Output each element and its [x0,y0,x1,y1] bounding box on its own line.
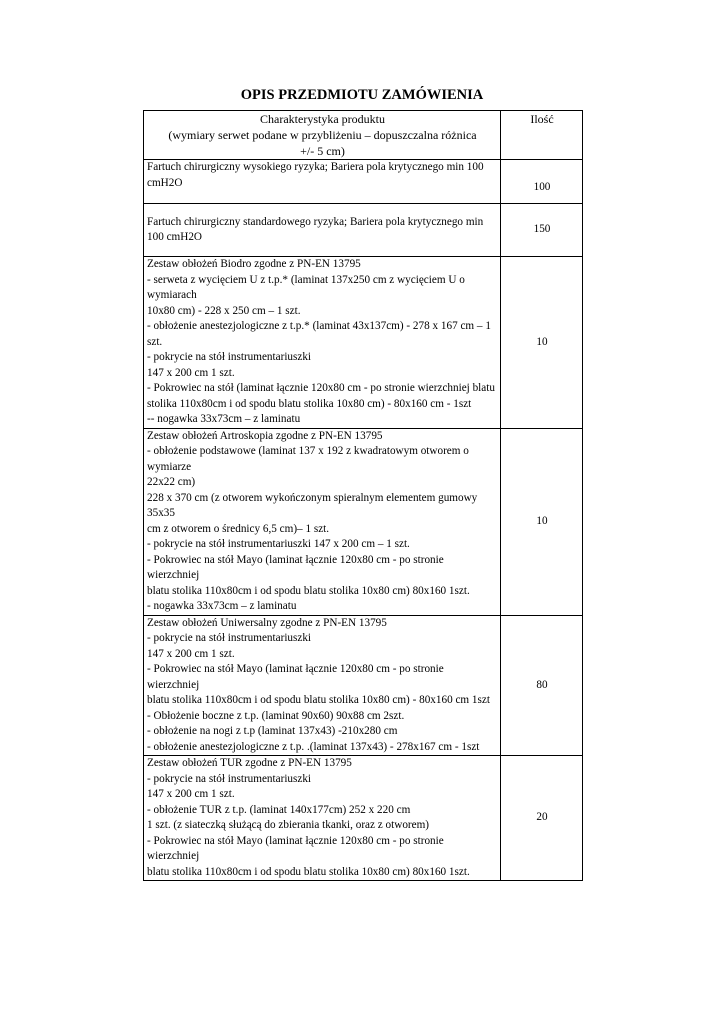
description-line: - pokrycie na stół instrumentariuszki [147,772,312,785]
description-line: - obłożenie anestezjologiczne z t.p.* (laminat 43x137cm) - 278 x 167 cm – 1 szt. [147,320,491,348]
quantity-cell: 10 [501,257,583,429]
description-line: 147 x 200 cm 1 szt. [147,366,235,379]
description-line: blatu stolika 110x80cm i od spodu blatu stolika 10x80 cm) - 80x160 cm 1szt [147,694,490,706]
description-line: 1 szt. (z siateczką służącą do zbierania tkanki, oraz z otworem) [147,819,430,831]
description-line: 147 x 200 cm 1 szt. [147,647,235,660]
table-row [144,257,583,429]
description-line: 228 x 370 cm (z otworem wykończonym spieralnym elementem gumowy 35x35 [147,491,478,519]
header-line: Charakterystyka produktu [260,112,385,126]
description-line: - pokrycie na stół instrumentariuszki [147,632,312,644]
description-line: blatu stolika 110x80cm i od spodu blatu stolika 10x80 cm) 80x160 1szt. [147,584,470,597]
quantity-cell: 150 [501,204,583,257]
description-line: 22x22 cm) [147,476,196,488]
table-row [144,756,583,881]
product-description [144,756,501,881]
characteristic-header [144,111,501,160]
header-line: +/- 5 cm) [300,144,345,158]
description-line: - Pokrowiec na stół Mayo (laminat łącznie 120x80 cm - po stronie wierzchniej [147,553,444,581]
description-line: - Pokrowiec na stół Mayo (laminat łącznie 120x80 cm - po stronie wierzchniej [147,663,444,691]
description-line: - pokrycie na stół instrumentariuszki [147,351,312,363]
description-line: - obłożenie na nogi z t.p (laminat 137x43) -210x280 cm [147,725,398,737]
quantity-header: Ilość [501,111,583,160]
description-line: - Obłożenie boczne z t.p. (laminat 90x60) 90x88 cm 2szt. [147,709,405,722]
description-line: blatu stolika 110x80cm i od spodu blatu stolika 10x80 cm) 80x160 1szt. [147,865,470,878]
product-description [144,257,501,429]
description-line: Fartuch chirurgiczny standardowego ryzyka; Bariera pola krytycznego min 100 cmH2O [147,215,484,243]
product-description [144,160,501,204]
description-line: - Pokrowiec na stół (laminat łącznie 120x80 cm - po stronie wierzchniej blatu [147,382,495,394]
description-line: cm z otworem o średnicy 6,5 cm)– 1 szt. [147,522,330,535]
description-line: Zestaw obłożeń Uniwersalny zgodne z PN-EN 13795 [147,616,387,629]
table-row [144,160,583,204]
table-row [144,615,583,756]
quantity-cell: 10 [501,428,583,615]
description-line: - obłożenie TUR z t.p. (laminat 140x177cm) 252 x 220 cm [147,803,411,816]
description-line: 147 x 200 cm 1 szt. [147,788,235,800]
table-row [144,428,583,615]
quantity-cell: 20 [501,756,583,881]
description-line: Zestaw obłożeń Artroskopia zgodne z PN-EN 13795 [147,429,383,442]
product-description [144,428,501,615]
quantity-cell: 100 [501,160,583,204]
description-line: - pokrycie na stół instrumentariuszki 147 x 200 cm – 1 szt. [147,538,410,550]
description-line: - serweta z wycięciem U z t.p.* (laminat 137x250 cm z wycięciem U o wymiarach [147,273,465,301]
order-table [143,110,583,881]
description-line: - nogawka 33x73cm – z laminatu [147,600,297,612]
description-line: Zestaw obłożeń TUR zgodne z PN-EN 13795 [147,757,352,769]
description-line: stolika 110x80cm i od spodu blatu stolika 10x80 cm) - 80x160 cm - 1szt [147,397,472,410]
header-line: (wymiary serwet podane w przybliżeniu – dopuszczalna różnica [168,128,477,142]
description-line: Fartuch chirurgiczny wysokiego ryzyka; Bariera pola krytycznego min 100 cmH2O [147,161,484,189]
table-header-row [144,111,583,160]
description-line: 10x80 cm) - 228 x 250 cm – 1 szt. [147,304,301,317]
description-line: - obłożenie anestezjologiczne z t.p. .(laminat 137x43) - 278x167 cm - 1szt [147,740,480,753]
quantity-cell: 80 [501,615,583,756]
description-line: -- nogawka 33x73cm – z laminatu [147,413,301,425]
table-row [144,204,583,257]
product-description [144,204,501,257]
product-description [144,615,501,756]
page-title: OPIS PRZEDMIOTU ZAMÓWIENIA [240,87,484,103]
description-line: Zestaw obłożeń Biodro zgodne z PN-EN 13795 [147,258,361,270]
description-line: - Pokrowiec na stół Mayo (laminat łącznie 120x80 cm - po stronie wierzchniej [147,834,444,862]
description-line: - obłożenie podstawowe (laminat 137 x 192 z kwadratowym otworem o wymiarze [147,445,469,473]
